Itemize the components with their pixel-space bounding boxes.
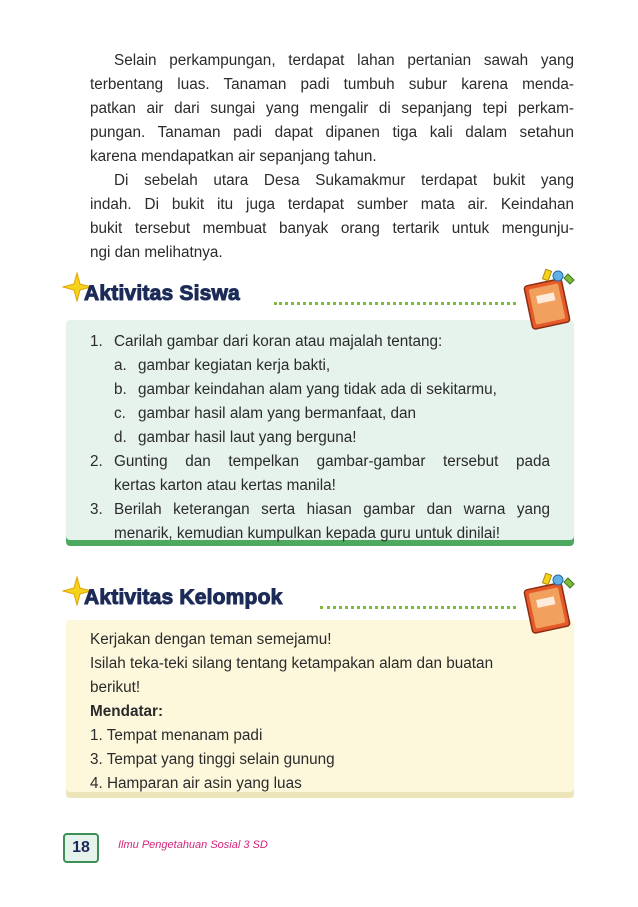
book-title: Ilmu Pengetahuan Sosial 3 SD <box>118 839 268 851</box>
clue-item: 3. Tempat yang tinggi selain gunung <box>90 751 335 768</box>
text-line: terbentang luas. Tanaman padi tumbuh subur karena menda- <box>90 76 574 93</box>
aktivitas-siswa-title: Aktivitas Siswa <box>84 282 240 305</box>
text-line: patkan air dari sungai yang mengalir di sepanjang tepi perkam- <box>90 100 574 117</box>
list-item: 1. Carilah gambar dari koran atau majalah tentang: <box>90 333 443 350</box>
instruction-line: Kerjakan dengan teman semejamu! <box>90 631 332 648</box>
dotted-rule <box>274 302 516 305</box>
text-line: pungan. Tanaman padi dapat dipanen tiga kali dalam setahun <box>90 124 574 141</box>
sub-list-item: d. gambar hasil laut yang berguna! <box>114 429 357 446</box>
text-line: bukit tersebut membuat banyak orang tertarik untuk mengunju- <box>90 220 574 237</box>
text-line: indah. Di bukit itu juga terdapat sumber mata air. Keindahan <box>90 196 574 213</box>
list-item: 3. Berilah keterangan serta hiasan gambar dan warna yang menarik, kemudian kumpulkan kepada guru untuk dinilai! <box>90 501 550 542</box>
list-item: 2. Gunting dan tempelkan gambar-gambar tersebut pada kertas karton atau kertas manila! <box>90 453 550 494</box>
intro-paragraph-2 <box>90 169 574 265</box>
text-line: Di sebelah utara Desa Sukamakmur terdapat bukit yang <box>114 172 574 189</box>
aktivitas-kelompok-header <box>62 572 578 636</box>
clue-item: 4. Hamparan air asin yang luas <box>90 775 302 792</box>
page-number: 18 <box>63 833 99 863</box>
sub-list-item: b. gambar keindahan alam yang tidak ada di sekitarmu, <box>114 381 497 398</box>
sub-list-item: a. gambar kegiatan kerja bakti, <box>114 357 331 374</box>
book-icon <box>520 268 578 330</box>
text-line: ngi dan melihatnya. <box>90 244 223 261</box>
book-icon <box>520 572 578 634</box>
text-line: karena mendapatkan air sepanjang tahun. <box>90 148 377 165</box>
dotted-rule <box>320 606 516 609</box>
sub-list-item: c. gambar hasil alam yang bermanfaat, dan <box>114 405 417 422</box>
mendatar-label: Mendatar: <box>90 703 164 720</box>
text-line: Selain perkampungan, terdapat lahan pertanian sawah yang <box>114 52 574 69</box>
aktivitas-siswa-list <box>90 330 550 546</box>
intro-paragraph-1 <box>90 49 574 169</box>
aktivitas-siswa-header <box>62 268 578 332</box>
instruction-line: Isilah teka-teki silang tentang ketampakan alam dan buatan <box>90 655 494 672</box>
instruction-line: berikut! <box>90 679 141 696</box>
clue-item: 1. Tempat menanam padi <box>90 727 263 744</box>
aktivitas-kelompok-content <box>90 628 560 796</box>
aktivitas-kelompok-title: Aktivitas Kelompok <box>84 586 283 609</box>
